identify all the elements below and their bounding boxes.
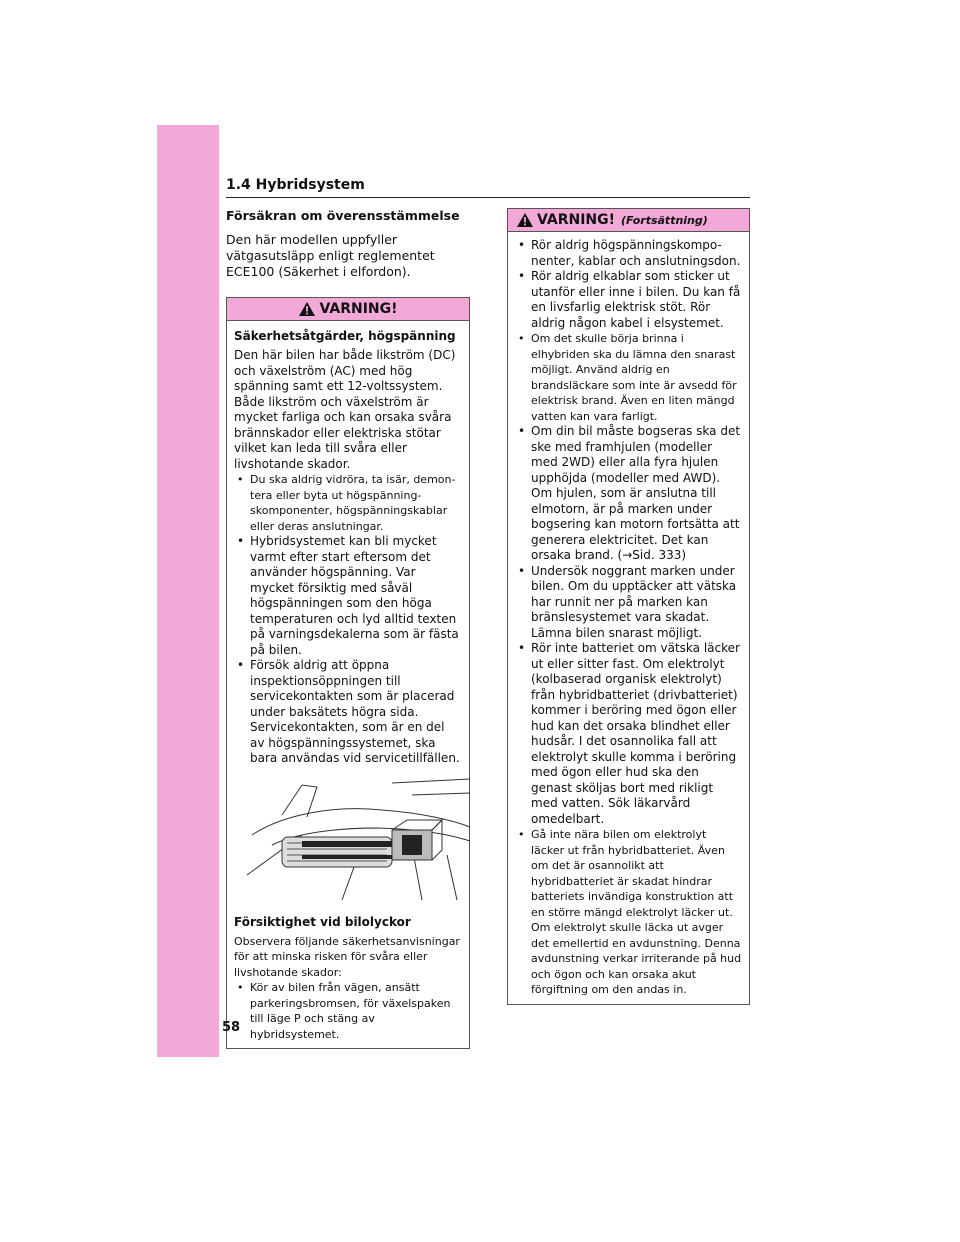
bullet-text: Undersök noggrant marken under bilen. Om du upptäcker att vätska har runnit ner på marken kan bränslesystemet vara skadat. Lämna bilen snarast möjligt.: [531, 563, 737, 640]
bullet-dot: •: [518, 641, 526, 655]
bullet-item: [515, 331, 742, 424]
bullet-text: Försök aldrig att öppna inspektionsöppningen till servicekontakten som är placerad under baksätets högra sida. Servicekontakten, som är en del av högspänningssystemet, ska bara användas vid servicetillfällen.: [250, 658, 460, 765]
bullet-item: [234, 658, 462, 767]
warning-body: [227, 321, 469, 1048]
left-column: [226, 208, 470, 1049]
bullet-dot: •: [237, 981, 244, 994]
declaration-text: Den här modellen uppfyller vätgasutsläpp enligt reglementet ECE100 (Säkerhet i elfordon).: [226, 232, 435, 279]
continued-bullet-list: [515, 238, 742, 998]
warning-body: [508, 232, 749, 1004]
bullet-text: Rör inte batteriet om vätska läcker ut eller sitter fast. Om elektrolyt (kolbaserad organisk elektrolyt) från hybridbatteriet (drivbatteriet) kommer i beröring med ögon eller hud kan det orsaka blindhet eller hudsår. I det osannolika fall att elektrolyt skulle komma i beröring med ögon eller hud ska den genast sköljas bort med rikligt med vatten. Sök läkarvård omedelbart.: [531, 641, 740, 826]
bullet-text: Om det skulle börja brinna i elhybriden ska du lämna den snarast möjligt. Använd aldrig en brandsläckare som inte är avsedd för elektrisk brand. Även en liten mängd vatten kan vara farligt.: [531, 332, 737, 423]
bullet-dot: •: [518, 563, 526, 578]
page-tab-sidebar: [157, 125, 219, 1057]
bullet-text: Kör av bilen från vägen, ansätt parkeringsbromsen, för växelspaken till läge P och stäng av hybridsystemet.: [250, 981, 451, 1041]
declaration-heading: Försäkran om överensstämmelse: [226, 208, 460, 223]
bullet-item: [234, 534, 462, 658]
bullet-item: [515, 564, 742, 642]
bullet-item: [515, 269, 742, 331]
right-column: [507, 208, 750, 1005]
bullet-dot: •: [518, 424, 526, 438]
bullet-item: [515, 641, 742, 827]
bullet-item: [515, 827, 742, 998]
warning-header: [227, 298, 469, 321]
warning-box-left: [226, 297, 470, 1049]
bullet-item: [234, 472, 462, 534]
warning-header-label: VARNING!: [319, 301, 398, 317]
bullet-item: [515, 424, 742, 564]
bullet-text: Om din bil måste bogseras ska det ske med framhjulen (modeller med 2WD) eller alla fyra hjulen upphöjda (modeller med AWD). Om hjulen, som är anslutna till elmotorn, är på marken under bogsering kan motorn fortsätta att generera elektricitet. Det kan orsaka brand. (→Sid. 333): [531, 424, 741, 562]
bullet-dot: •: [518, 828, 525, 841]
warning-triangle-icon: [298, 301, 316, 317]
page-number: 58: [222, 1020, 241, 1035]
continued-label: (Fortsättning): [621, 213, 708, 227]
bullet-dot: •: [237, 534, 245, 548]
bullet-dot: •: [518, 332, 525, 345]
warning-box-right: [507, 208, 750, 1005]
bullet-item: [234, 980, 462, 1042]
hv-bullet-list: [234, 472, 462, 767]
warning-header-continued: [508, 209, 749, 232]
bullet-text: Du ska aldrig vidröra, ta isär, demon- tera eller byta ut högspänning- skomponenter, högspänningskablar eller deras anslutningar.: [250, 473, 456, 533]
hv-intro: Den här bilen har både likström (DC) och växelström (AC) med hög spänning samt ett 12-voltssystem. Både likström och växelström är mycket farliga och kan orsaka svåra brännskador eller elektriska stötar vilket kan leda till svåra eller livshotande skador.: [234, 348, 456, 471]
section-title: 1.4 Hybridsystem: [226, 177, 750, 198]
bullet-text: Rör aldrig högspänningskompo- nenter, kablar och anslutningsdon.: [531, 238, 741, 268]
bullet-text: Rör aldrig elkablar som sticker ut utanför eller inne i bilen. Du kan få en livsfarlig elektrisk stöt. Rör aldrig någon kabel i elsystemet.: [531, 269, 741, 330]
bullet-text: Gå inte nära bilen om elektrolyt läcker ut från hybridbatteriet. Även om det är osannolikt att hybridbatteriet är skadat hindrar batteriets invändiga konstruktion att en större mängd elektrolyt läcker ut. Om elektrolyt skulle läcka ut avger det emellertid en avdunstning. Denna avdunstning verkar irriterande på hud och ögon och kan orsaka akut förgiftning om den andas in.: [531, 828, 742, 996]
bullet-dot: •: [237, 658, 245, 672]
bullet-dot: •: [518, 269, 526, 283]
accident-intro: Observera följande säkerhetsanvisningar för att minska risken för svåra eller livshotande skador:: [234, 934, 460, 979]
bullet-dot: •: [518, 238, 526, 252]
accident-bullet-list: [234, 980, 462, 1042]
service-plug-illustration: [242, 775, 472, 901]
warning-header-label: VARNING!: [537, 212, 616, 228]
hv-safety-heading: Säkerhetsåtgärder, högspänning: [234, 329, 456, 343]
bullet-dot: •: [237, 473, 244, 486]
bullet-item: [515, 238, 742, 269]
warning-triangle-icon: [516, 212, 534, 228]
accident-heading: Försiktighet vid bilolyckor: [234, 914, 411, 929]
bullet-text: Hybridsystemet kan bli mycket varmt efter start eftersom det använder högspänning. Var mycket försiktig med såväl högspänningen som den höga temperaturen och lyd alltid texten på varningsdekalerna som är fästa på bilen.: [250, 534, 459, 657]
